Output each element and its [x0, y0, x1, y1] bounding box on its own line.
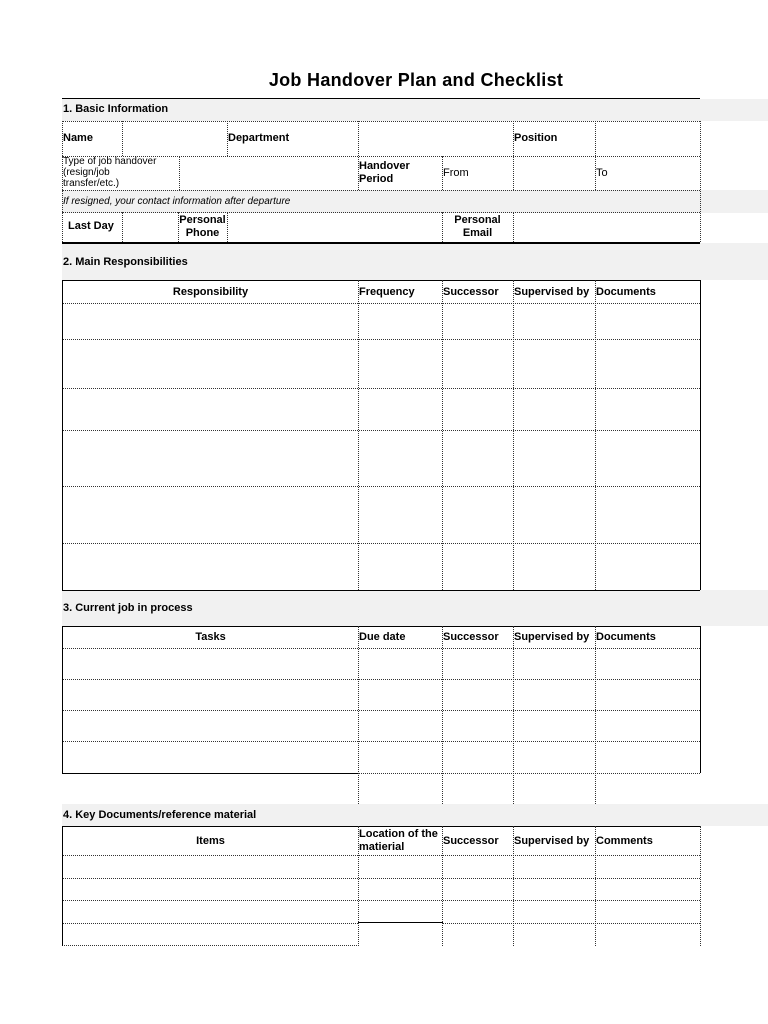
contact-note: If resigned, your contact information after departure — [63, 196, 291, 207]
table-row[interactable] — [63, 856, 700, 878]
department-label: Department — [228, 132, 290, 144]
col-successor: Successor — [443, 286, 499, 298]
last-day-field[interactable] — [123, 213, 177, 241]
col-comments: Comments — [596, 835, 653, 847]
col-documents: Documents — [596, 286, 656, 298]
handover-type-label: Type of job handover (resign/job transfer/etc.) — [63, 156, 157, 189]
col-successor: Successor — [443, 631, 499, 643]
personal-email-label: Personal Email — [454, 214, 501, 239]
page-title: Job Handover Plan and Checklist — [268, 70, 564, 90]
table-row[interactable] — [63, 487, 700, 543]
table-row[interactable] — [63, 924, 700, 945]
table-row[interactable] — [63, 742, 700, 773]
col-documents: Documents — [596, 631, 656, 643]
handover-period-label: Handover Period — [359, 160, 410, 185]
col-tasks: Tasks — [195, 631, 226, 643]
position-field[interactable] — [596, 122, 699, 155]
col-responsibility: Responsibility — [172, 286, 249, 298]
section-2-heading: 2. Main Responsibilities — [63, 256, 188, 268]
table-row[interactable] — [63, 431, 700, 486]
col-supervised-by: Supervised by — [514, 631, 590, 643]
table-row[interactable] — [63, 389, 700, 430]
personal-email-field[interactable] — [514, 213, 699, 241]
table-row[interactable] — [63, 901, 700, 923]
table-row[interactable] — [63, 879, 700, 900]
col-supervised-by: Supervised by — [514, 286, 590, 298]
personal-phone-field[interactable] — [228, 213, 441, 241]
col-successor: Successor — [443, 835, 499, 847]
section-4-heading: 4. Key Documents/reference material — [63, 809, 257, 821]
handover-type-field[interactable] — [180, 157, 357, 189]
col-items: Items — [196, 835, 225, 847]
table-row[interactable] — [63, 304, 700, 339]
table-row[interactable] — [63, 544, 700, 590]
personal-phone-label: Personal Phone — [179, 214, 226, 239]
from-field[interactable] — [514, 157, 594, 189]
table-row[interactable] — [63, 340, 700, 388]
name-label: Name — [63, 132, 93, 144]
table-row[interactable] — [63, 680, 700, 710]
section-3-heading: 3. Current job in process — [63, 602, 193, 614]
to-label: To — [596, 167, 608, 179]
from-label: From — [443, 167, 469, 179]
name-field[interactable] — [123, 122, 226, 155]
table-row[interactable] — [63, 649, 700, 679]
last-day-label: Last Day — [68, 220, 114, 232]
section-1-heading: 1. Basic Information — [63, 103, 169, 115]
position-label: Position — [514, 132, 558, 144]
col-location: Location of the matierial — [359, 828, 438, 853]
table-row[interactable] — [63, 711, 700, 741]
department-field[interactable] — [359, 122, 512, 155]
col-supervised-by: Supervised by — [514, 835, 590, 847]
col-frequency: Frequency — [359, 286, 415, 298]
col-due-date: Due date — [359, 631, 406, 643]
